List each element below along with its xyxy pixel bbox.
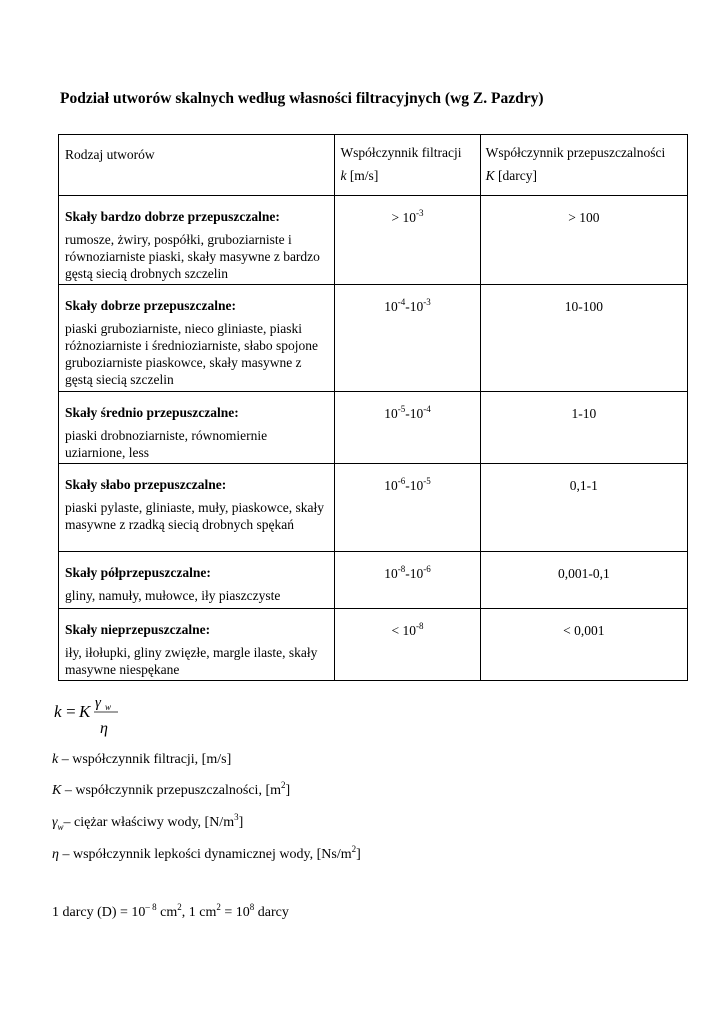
legend-K: K – współczynnik przepuszczalności, $[m^2]$	[52, 780, 291, 798]
formula-svg	[52, 695, 142, 745]
filtration-table	[58, 134, 688, 681]
table-row: Skały bardzo dobrze przepuszczalne: rumosze, żwiry, pospółki, gruboziarniste i równoziarniste piaski, skały masywne z bardzo gęstą siecią drobnych szczelin > $10^{-3}$ > 100	[59, 196, 688, 285]
formula	[52, 695, 142, 745]
header-filtration-coefficient: Współczynnik filtracji k [m/s]	[335, 135, 480, 196]
table-row: Skały dobrze przepuszczalne: piaski gruboziarniste, nieco gliniaste, piaski różnoziarniste i średnioziarniste, słabo spojone gruboziarniste piaskowce, skały masywne z gęstą siecią szczelin $10^{-4}-10^{-3}$ 10-100	[59, 285, 688, 392]
table-row: Skały półprzepuszczalne: gliny, namuły, mułowce, iły piaszczyste $10^{-8}-10^{-6}$ 0,001-0,1	[59, 552, 688, 609]
header-rock-type: Rodzaj utworów	[59, 135, 335, 196]
formula-eta: η	[100, 720, 108, 737]
formula-gamma-sub: w	[105, 702, 112, 712]
header-permeability-coefficient: Współczynnik przepuszczalności K [darcy]	[480, 135, 687, 196]
table-row: Skały średnio przepuszczalne: piaski drobnoziarniste, równomiernie uziarnione, less $10^{-5}-10^{-4}$ 1-10	[59, 392, 688, 464]
legend-k: k – współczynnik filtracji, [m/s]	[52, 752, 232, 767]
page-title: Podział utworów skalnych według własności filtracyjnych (wg Z. Pazdry)	[60, 90, 544, 107]
formula-equals: =	[65, 702, 77, 721]
legend-eta: η – współczynnik lepkości dynamicznej wody, $[Ns/m^2]$	[52, 844, 361, 862]
formula-gamma: γ	[95, 695, 101, 711]
legend-gamma: $\gamma_w-$ ciężar właściwy wody, $[N/m^3]$	[52, 812, 244, 832]
formula-k: k	[54, 702, 62, 721]
table-row: Skały słabo przepuszczalne: piaski pylaste, gliniaste, muły, piaskowce, skały masywne z rzadką siecią drobnych spękań $10^{-6}-10^{-5}$ 0,1-1	[59, 464, 688, 552]
formula-K: K	[79, 702, 91, 721]
darcy-conversion: 1 darcy $(D) = 10^{- 8}$ $cm^2$, 1 $cm^2 = 10^8$ darcy	[52, 902, 289, 920]
table-row: Skały nieprzepuszczalne: iły, iłołupki, gliny zwięzłe, margle ilaste, skały masywne niespękane < $10^{-8}$ < 0,001	[59, 609, 688, 681]
table-header-row	[59, 135, 688, 196]
